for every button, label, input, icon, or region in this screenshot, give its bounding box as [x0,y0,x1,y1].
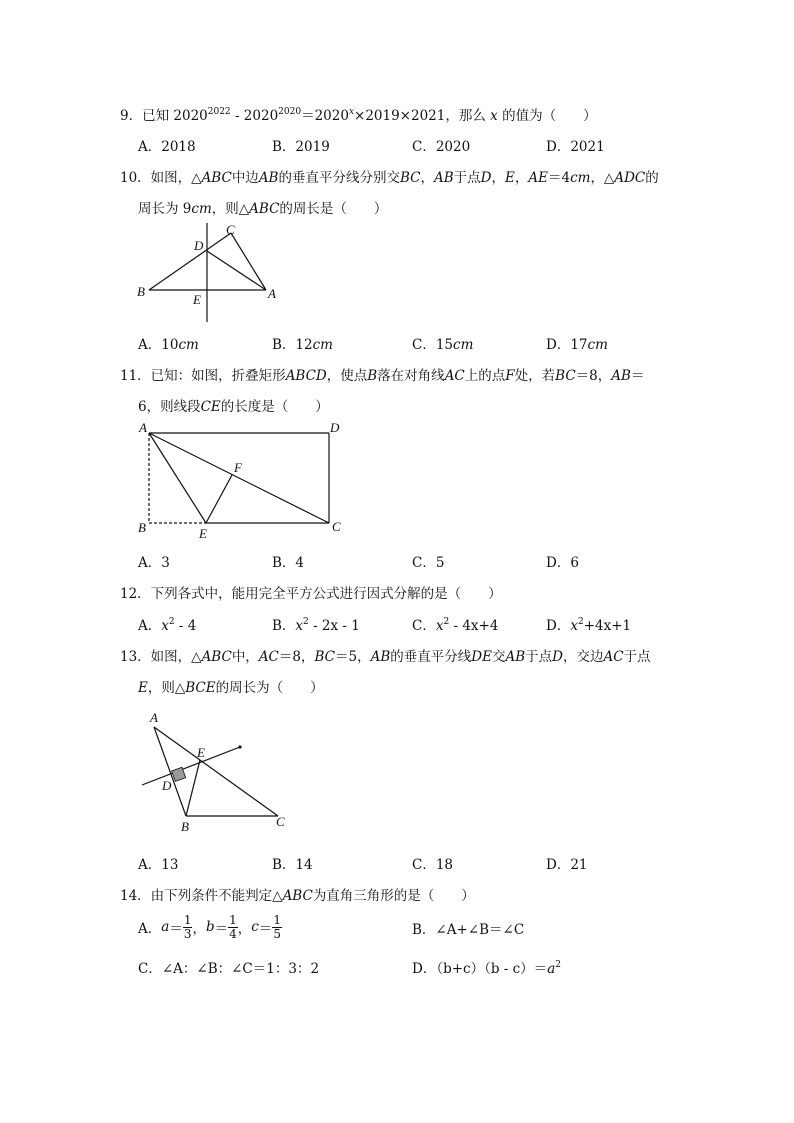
text-run: 周长为 9 [138,201,192,217]
q11-label-c: C [332,519,341,534]
text-run: AC [258,649,279,665]
q14-stem [120,884,475,904]
text-run: 的垂直平分线分别交 [278,170,400,186]
text-run: D [552,649,563,665]
q13-label-a: A [150,710,158,725]
text-run: BC [314,649,336,665]
text-run: AE [528,170,548,186]
q13-figure [130,706,300,838]
text-run: 的垂直平分线 [390,649,472,665]
text-run: 的周长是（ ） [279,201,388,217]
text-run: ABC [249,201,280,217]
q12-option-b[interactable]: B．$x^2 - 2x - 1$ [272,617,360,634]
q11-label-d: D [330,420,340,435]
q10-option-c[interactable]: C．15cm [412,337,474,353]
q13-option-c[interactable]: C．18 [412,857,454,873]
q11-label-a: A [139,420,147,435]
q11-stem-line1 [120,364,644,384]
q14-option-d[interactable]: D．$(b+c)(b - c)=a^2$ [412,960,561,977]
text-run: DE [471,649,492,665]
q13-option-d[interactable]: D．21 [546,857,588,873]
q10-figure [130,218,290,326]
q11-label-f: F [234,460,242,475]
fraction-one-third: $\frac{1}{3}$ [183,912,192,941]
text-run: 的周长为（ ） [215,680,324,696]
text-run: ， [514,170,529,186]
text-run: ADC [614,170,646,186]
q11-option-c[interactable]: C．5 [412,555,445,571]
q10-label-a: A [268,286,276,301]
q9-option-c[interactable]: C．2020 [412,139,471,155]
q11-option-d[interactable]: D．6 [546,555,579,571]
text-run: ，△ [590,170,615,186]
q10-option-d[interactable]: D．17cm [546,337,608,353]
q14-option-b[interactable]: B．∠A+∠B＝∠C [412,922,525,938]
text-run: 13．如图，△ [120,649,202,665]
text-run: AC [603,649,624,665]
fraction-one-fourth: $\frac{1}{4}$ [229,912,237,941]
text-run: AB [258,170,279,186]
text-run: E [505,170,515,186]
text-run: F [505,368,515,384]
q10-option-b[interactable]: B．12cm [272,337,333,353]
q12-option-d[interactable]: D．$x^2+4x+1$ [546,617,632,634]
q13-stem-line2 [138,676,324,696]
text-run: B [367,368,378,384]
text-run: 上的点 [464,368,506,384]
text-run: 落在对角线 [377,368,445,384]
text-run: D [480,170,492,186]
q10-label-d: D [194,238,204,253]
q10-stem-line1 [120,166,659,186]
text-run: ABCD [285,368,327,384]
text-run: cm [570,170,591,186]
q13-label-e: E [197,745,205,760]
text-run: AB [505,649,526,665]
text-run: AB [370,649,391,665]
q13-option-a[interactable]: A．13 [138,857,179,873]
text-run: ，使点 [326,368,368,384]
text-run: 交 [491,649,506,665]
text-run: AB [611,368,631,384]
q12-option-a[interactable]: A．$x^2 - 4$ [138,617,197,634]
text-run: ＝8， [575,368,612,384]
q14-option-c[interactable]: C．∠A：∠B：∠C＝1：3：2 [138,961,320,977]
text-run: E [138,680,148,696]
text-run: BC [555,368,576,384]
text-run: BC [399,170,421,186]
text-run: 中边 [231,170,259,186]
q13-stem-line1 [120,645,651,665]
text-run: 11．已知：如图，折叠矩形 [120,368,286,384]
text-run: ，则△ [147,680,186,696]
text-run: 的长度是（ ） [220,399,329,415]
q9-stem: 9．已知 $2020^{2022} - 2020^{2020}=2020^x\times 2019\times 2021$，那么 x 的值为（ ） [120,107,597,124]
text-run: 6，则线段 [138,399,201,415]
q10-label-c: C [226,222,235,237]
text-run: ， [420,170,434,186]
text-run: ，交边 [562,649,604,665]
text-run: 于点 [623,649,651,665]
fraction-one-fifth: $\frac{1}{5}$ [273,912,281,941]
q9-option-b[interactable]: B．2019 [272,139,330,155]
text-run: ， [491,170,505,186]
q11-label-b: B [138,520,146,535]
q13-label-b: B [181,819,189,834]
q12-option-c[interactable]: C．$x^2 - 4x+4$ [412,617,499,634]
q9-option-d[interactable]: D．2021 [546,139,605,155]
text-run: 为直角三角形的是（ ） [312,888,475,904]
text-run: ＝5， [335,649,371,665]
text-run: ＝4 [547,170,571,186]
text-run: 于点 [453,170,481,186]
text-run: cm [191,201,212,217]
q10-label-e: E [193,292,201,307]
text-run: 于点 [525,649,553,665]
text-run: ＝8， [278,649,315,665]
q10-option-a[interactable]: A．10cm [138,337,199,353]
q12-stem: 12．下列各式中，能用完全平方公式进行因式分解的是（ ） [120,586,502,602]
text-run: AC [444,368,465,384]
text-run: ABC [201,649,232,665]
text-run: AB [434,170,454,186]
text-run: BCE [185,680,216,696]
text-run: ＝ [630,368,645,384]
text-run: 14．由下列条件不能判定△ [120,888,283,904]
q11-figure [130,416,350,544]
text-run: ABC [282,888,313,904]
q9-option-a[interactable]: A．2018 [138,139,196,155]
q13-label-d: D [162,778,172,793]
text-run: CE [200,399,221,415]
text-run: ABC [201,170,232,186]
text-run: 的 [645,170,659,186]
q11-stem-line2 [138,395,329,415]
text-run: 10．如图，△ [120,170,202,186]
q13-label-c: C [276,814,285,829]
q14-option-a[interactable]: A． a ＝ $\frac{1}{3}$ ， b ＝ $\frac{1}{4}$ ， c ＝ $\frac{1}{5}$ [138,912,281,941]
text-run: 中， [231,649,259,665]
q11-option-b[interactable]: B．4 [272,555,305,571]
q11-option-a[interactable]: A．3 [138,555,170,571]
text-run: ，则△ [211,201,250,217]
q10-label-b: B [137,284,145,299]
q13-option-b[interactable]: B．14 [272,857,313,873]
text-run: 处，若 [514,368,556,384]
q10-stem-line2 [138,197,387,217]
q11-label-e: E [199,526,207,541]
